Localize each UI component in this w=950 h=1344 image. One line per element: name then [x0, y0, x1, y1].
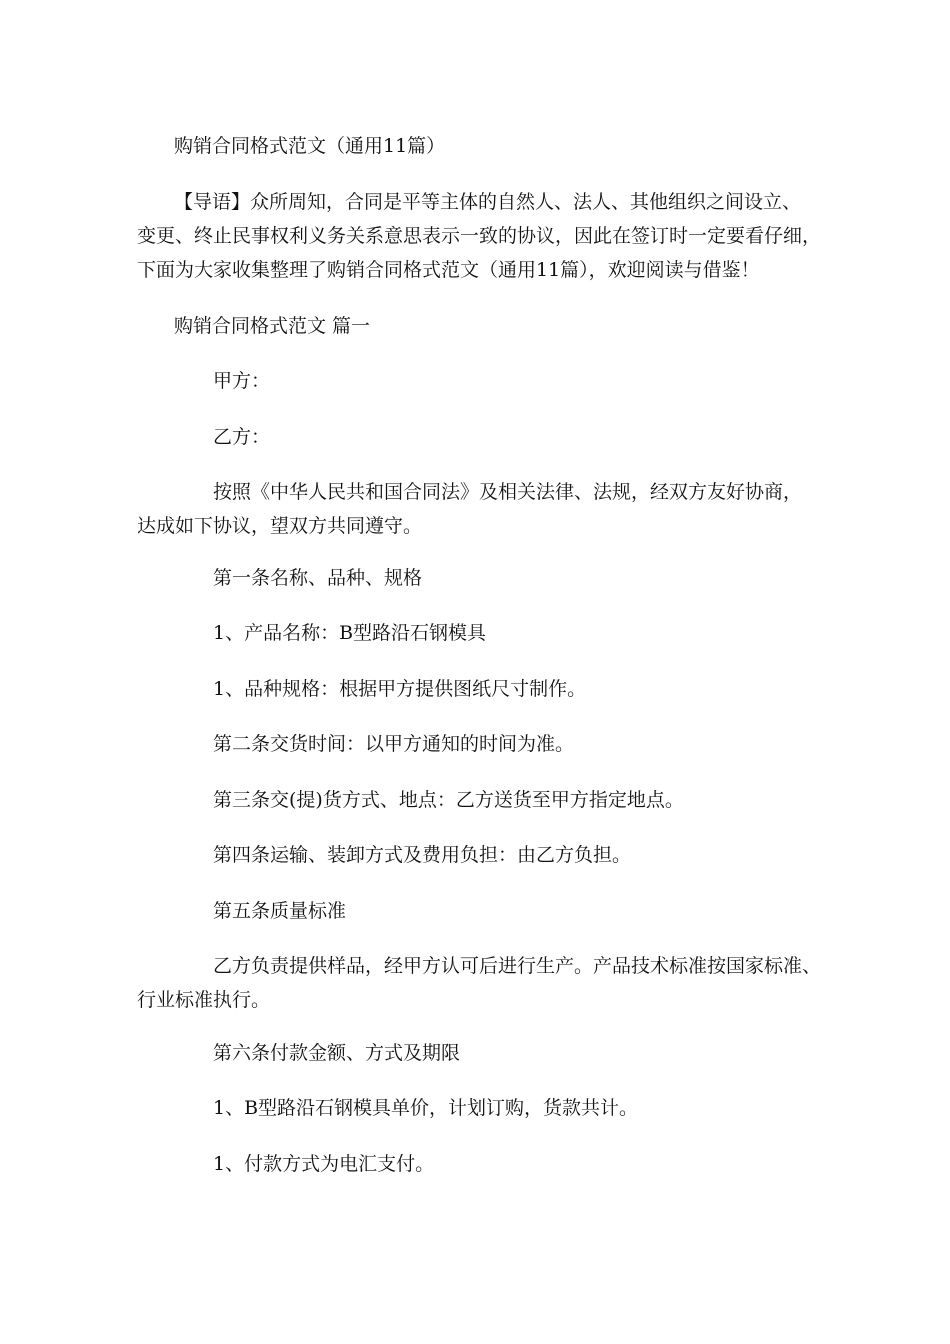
article5-line-2: 行业标准执行。	[137, 989, 271, 1011]
preamble-line-2: 达成如下协议，望双方共同遵守。	[137, 515, 423, 537]
party-a-label: 甲方：	[213, 370, 271, 392]
article1-item2: 1、品种规格：根据甲方提供图纸尺寸制作。	[213, 678, 587, 700]
intro-line-1: 【导语】众所周知，合同是平等主体的自然人、法人、其他组织之间设立、	[174, 191, 802, 213]
intro-line-2: 变更、终止民事权利义务关系意思表示一致的协议，因此在签订时一定要看仔细，	[137, 225, 822, 247]
document-title: 购销合同格式范文（通用11篇）	[174, 135, 446, 157]
article5-heading: 第五条质量标准	[213, 900, 347, 922]
article5-line-1: 乙方负责提供样品，经甲方认可后进行生产。产品技术标准按国家标准、	[213, 955, 822, 977]
article4: 第四条运输、装卸方式及费用负担：由乙方负担。	[213, 844, 632, 866]
party-b-label: 乙方：	[213, 426, 271, 448]
intro-line-3: 下面为大家收集整理了购销合同格式范文（通用11篇），欢迎阅读与借鉴！	[137, 259, 760, 281]
article2: 第二条交货时间：以甲方通知的时间为准。	[213, 733, 575, 755]
preamble-line-1: 按照《中华人民共和国合同法》及相关法律、法规，经双方友好协商，	[213, 481, 803, 503]
article6-item1: 1、B型路沿石钢模具单价，计划订购，货款共计。	[213, 1097, 639, 1119]
article6-heading: 第六条付款金额、方式及期限	[213, 1042, 461, 1064]
article1-heading: 第一条名称、品种、规格	[213, 567, 423, 589]
article1-item1: 1、产品名称：B型路沿石钢模具	[213, 622, 487, 644]
section-heading: 购销合同格式范文 篇一	[174, 315, 371, 337]
article3: 第三条交(提)货方式、地点：乙方送货至甲方指定地点。	[213, 789, 684, 811]
article6-item2: 1、付款方式为电汇支付。	[213, 1153, 435, 1175]
